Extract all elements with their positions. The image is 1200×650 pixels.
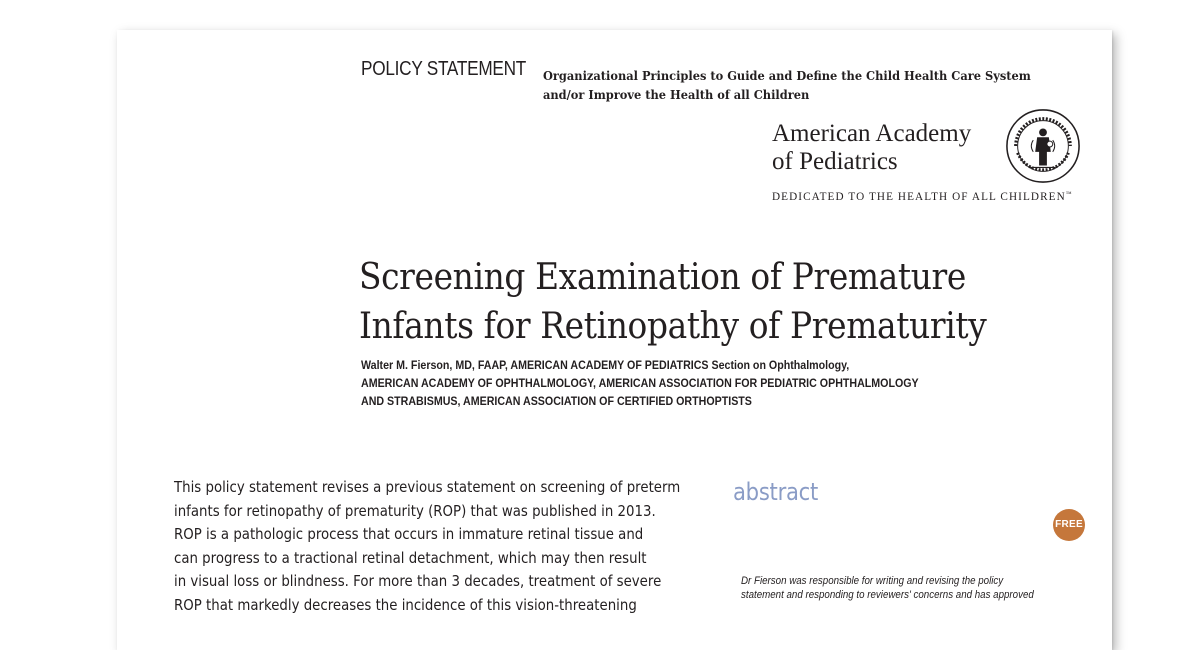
authors-line: AND STRABISMUS, AMERICAN ASSOCIATION OF CERTIFIED ORTHOPTISTS bbox=[361, 394, 752, 408]
document-category-line: Organizational Principles to Guide and Define the Child Health Care System bbox=[543, 68, 1031, 83]
document-type-label: POLICY STATEMENT bbox=[361, 58, 527, 80]
organization-name-line: American Academy bbox=[772, 120, 972, 147]
abstract-line: ROP that markedly decreases the incidence of this vision-threatening bbox=[174, 595, 637, 614]
free-access-badge: FREE bbox=[1053, 509, 1085, 541]
abstract-heading: abstract bbox=[733, 478, 819, 506]
document-category bbox=[543, 66, 1040, 104]
abstract-line: in visual loss or blindness. For more than 3 decades, treatment of severe bbox=[174, 572, 662, 590]
authors-line: AMERICAN ACADEMY OF OPHTHALMOLOGY, AMERICAN ASSOCIATION FOR PEDIATRIC OPHTHALMOLOGY bbox=[361, 376, 919, 390]
abstract-line: infants for retinopathy of prematurity (ROP) that was published in 2013. bbox=[174, 501, 656, 520]
document-page bbox=[117, 30, 1112, 650]
article-authors bbox=[361, 356, 946, 410]
organization-name bbox=[772, 120, 1002, 176]
article-title-line: Infants for Retinopathy of Prematurity bbox=[359, 304, 987, 347]
organization-name-line: of Pediatrics bbox=[772, 148, 898, 175]
footnote-line: statement and responding to reviewers' concerns and has approved bbox=[741, 588, 1034, 601]
author-contribution-footnote bbox=[741, 575, 1091, 602]
article-title-line: Screening Examination of Premature bbox=[359, 255, 966, 298]
organization-tagline bbox=[772, 191, 1072, 203]
organization-logo bbox=[772, 120, 1092, 210]
authors-line: Walter M. Fierson, MD, FAAP, AMERICAN ACADEMY OF PEDIATRICS Section on Ophthalmology, bbox=[361, 358, 850, 372]
abstract-line: ROP is a pathologic process that occurs in immature retinal tissue and bbox=[174, 525, 644, 543]
organization-tagline-text: DEDICATED TO THE HEALTH OF ALL CHILDREN bbox=[772, 191, 1066, 203]
document-category-line: and/or Improve the Health of all Children bbox=[543, 87, 810, 102]
footnote-line: Dr Fierson was responsible for writing and revising the policy bbox=[741, 575, 1004, 587]
trademark-symbol: ™ bbox=[1065, 191, 1072, 198]
abstract-line: can progress to a tractional retinal detachment, which may then result bbox=[174, 548, 647, 567]
abstract-line: This policy statement revises a previous statement on screening of preterm bbox=[174, 478, 681, 496]
abstract-text bbox=[174, 476, 707, 617]
aap-seal-icon bbox=[1004, 107, 1082, 185]
article-title bbox=[359, 252, 1025, 350]
